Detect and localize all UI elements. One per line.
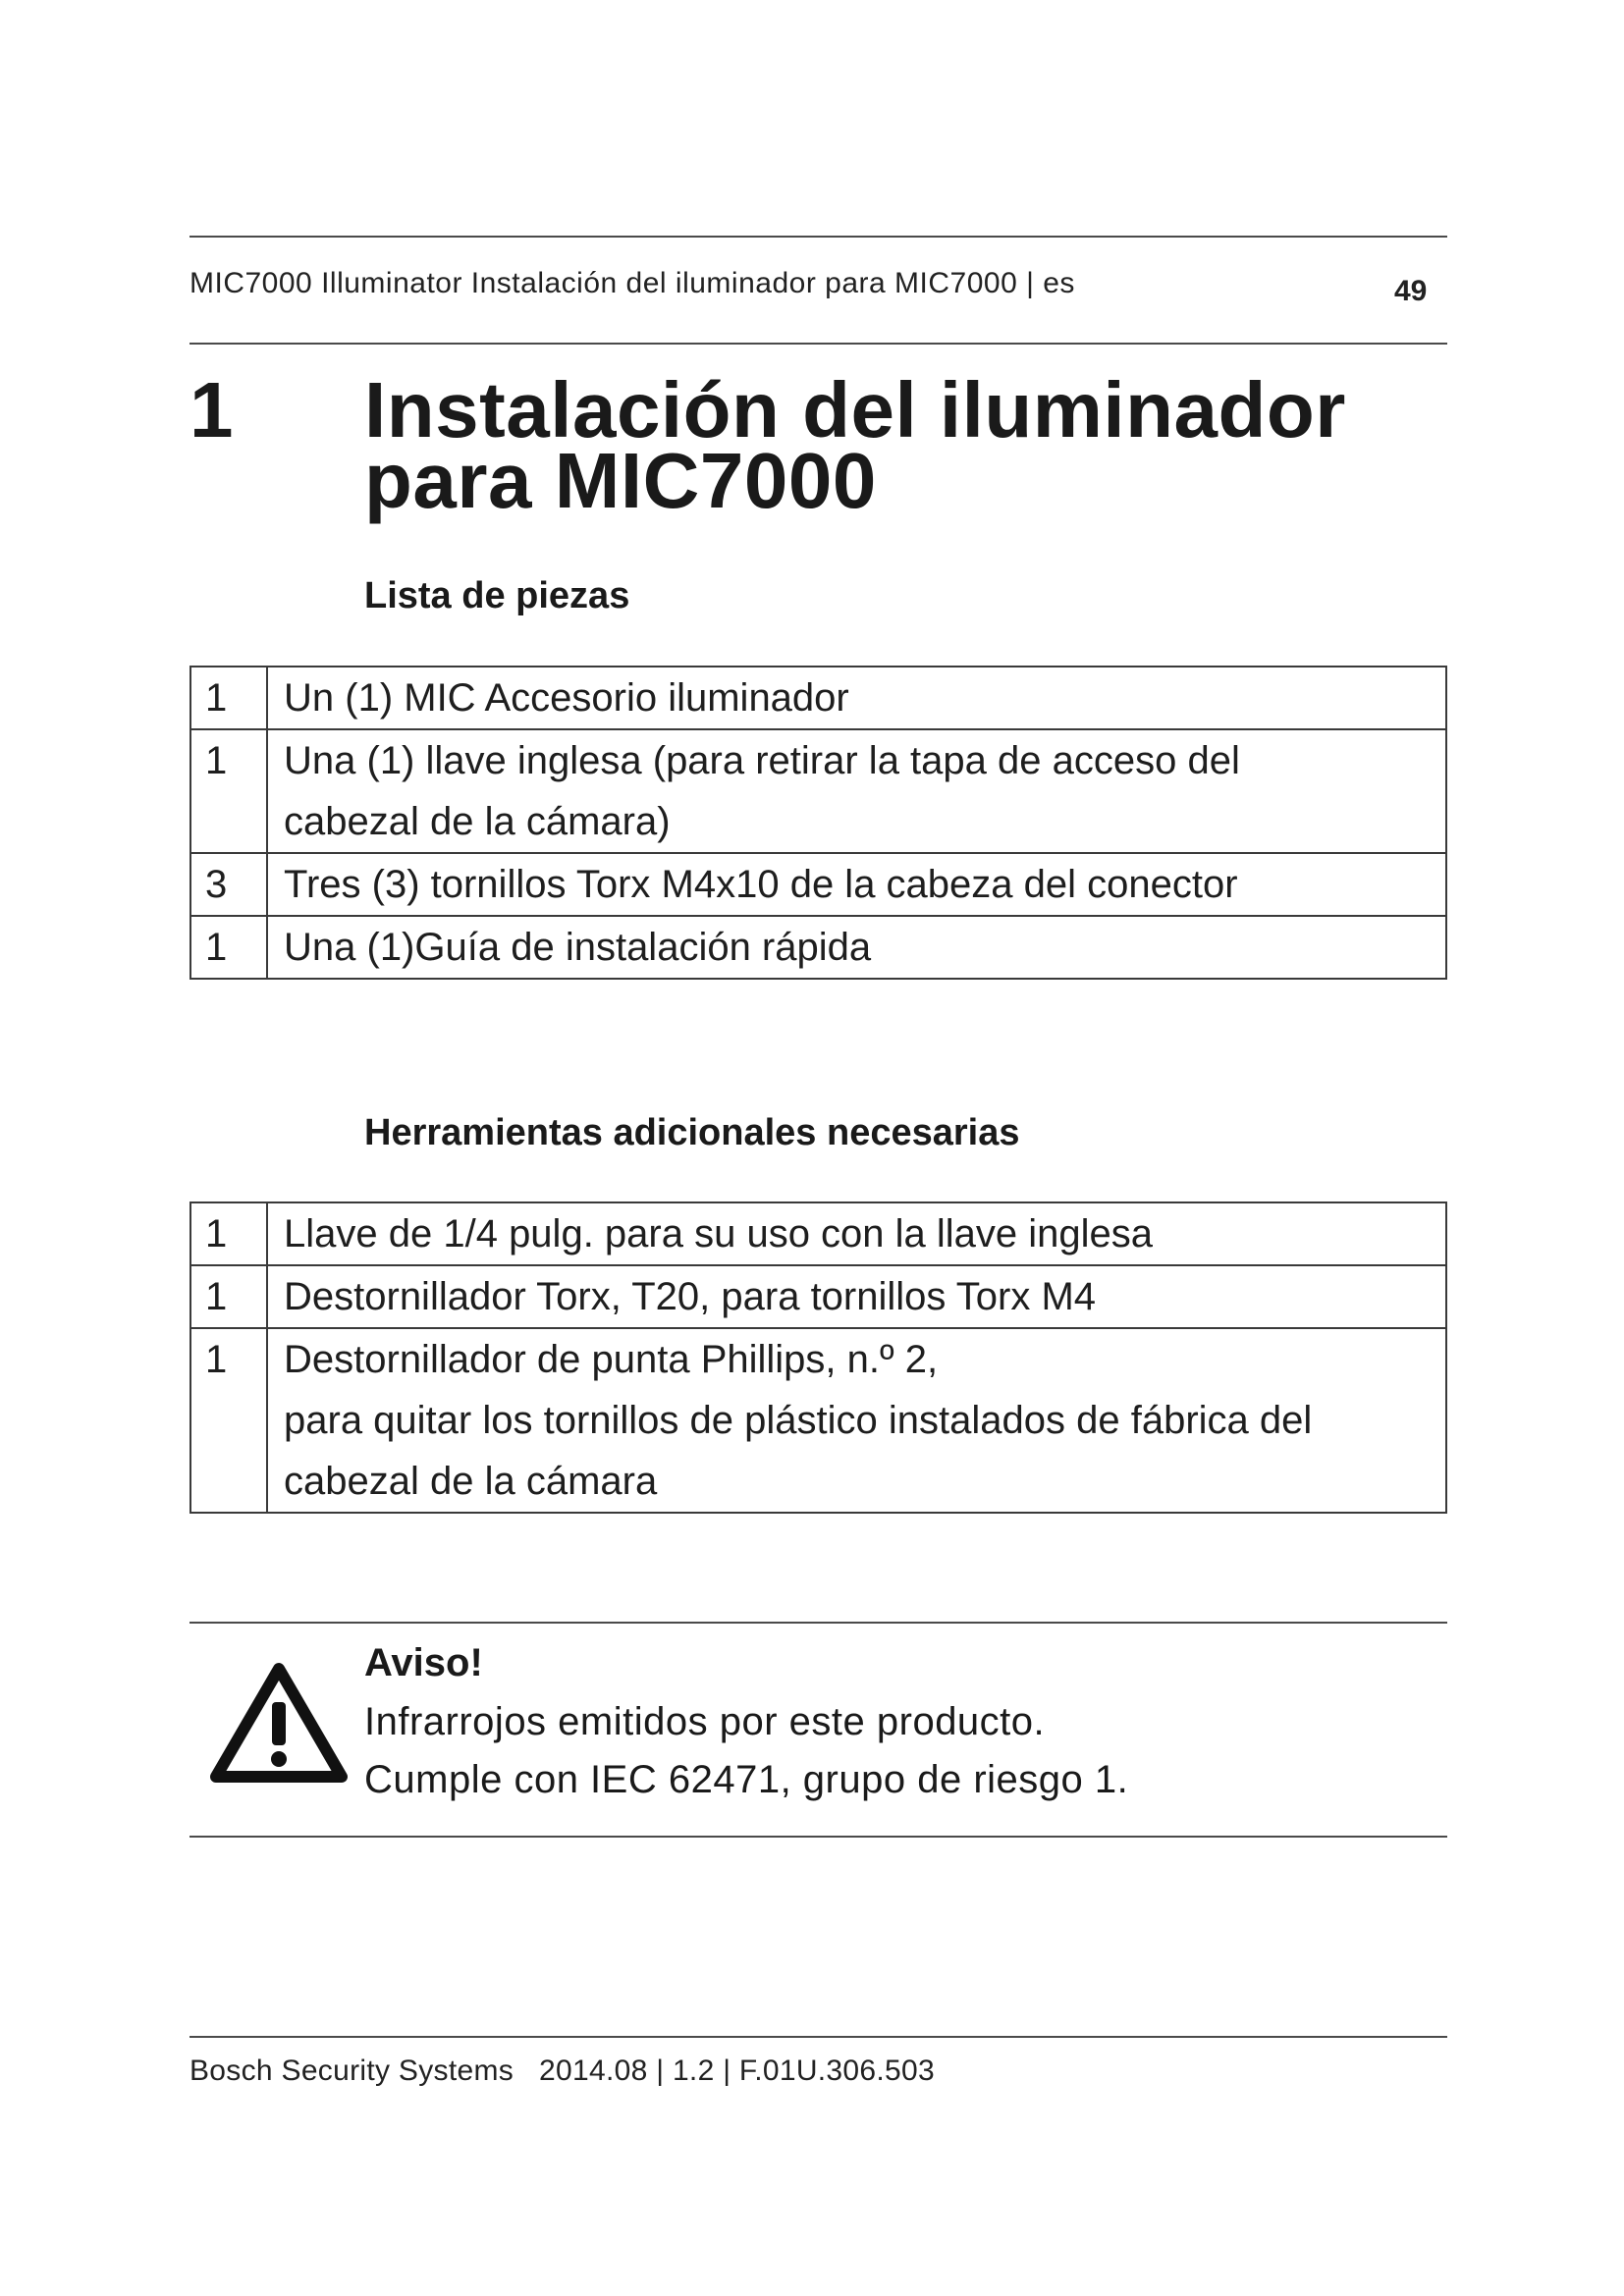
description-cell: [267, 853, 1446, 916]
qty-cell: [190, 1265, 267, 1328]
qty-value: 1: [205, 676, 228, 720]
parts-table: [189, 666, 1447, 980]
chapter-title-line2: para MIC7000: [364, 437, 877, 524]
table-row: [190, 853, 1446, 916]
table-row: [190, 1328, 1446, 1513]
qty-cell: [190, 853, 267, 916]
page-number: 49: [1394, 275, 1428, 307]
description-line: cabezal de la cámara): [284, 800, 671, 843]
table-row: [190, 1202, 1446, 1265]
notice-top-rule: [189, 1622, 1447, 1624]
description-line: Destornillador de punta Phillips, n.º 2,: [284, 1338, 939, 1381]
qty-value: 1: [205, 739, 228, 782]
footer-version: 2014.08 | 1.2 | F.01U.306.503: [539, 2055, 935, 2087]
description-line: para quitar los tornillos de plástico instalados de fábrica del: [284, 1399, 1313, 1442]
description-line: Llave de 1/4 pulg. para su uso con la llave inglesa: [284, 1212, 1154, 1255]
qty-value: 1: [205, 1275, 228, 1318]
parts-list-heading: Lista de piezas: [364, 575, 630, 616]
footer-rule: [189, 2036, 1447, 2038]
qty-cell: [190, 667, 267, 729]
chapter-number: 1: [189, 366, 234, 454]
header-bottom-rule: [189, 343, 1447, 345]
chapter-title-line1: Instalación del iluminador: [364, 366, 1346, 454]
notice-title: Aviso!: [364, 1641, 483, 1684]
qty-value: 1: [205, 926, 228, 969]
description-line: Un (1) MIC Accesorio iluminador: [284, 676, 849, 720]
description-line: Una (1) llave inglesa (para retirar la tapa de acceso del: [284, 739, 1240, 782]
qty-cell: [190, 1328, 267, 1513]
description-cell: [267, 667, 1446, 729]
qty-cell: [190, 729, 267, 853]
description-cell: [267, 1265, 1446, 1328]
description-line: cabezal de la cámara: [284, 1460, 658, 1503]
qty-cell: [190, 1202, 267, 1265]
description-line: Destornillador Torx, T20, para tornillos Torx M4: [284, 1275, 1097, 1318]
footer-company: Bosch Security Systems: [189, 2055, 514, 2087]
running-header: MIC7000 Illuminator Instalación del iluminador para MIC7000 | es: [189, 267, 1075, 299]
tools-list-heading: Herramientas adicionales necesarias: [364, 1112, 1020, 1153]
table-row: [190, 729, 1446, 853]
notice-line-2: Cumple con IEC 62471, grupo de riesgo 1.: [364, 1758, 1129, 1801]
warning-triangle-icon: [208, 1659, 350, 1787]
tools-table: [189, 1201, 1447, 1514]
header-top-rule: [189, 236, 1447, 238]
qty-value: 1: [205, 1212, 228, 1255]
description-cell: [267, 1202, 1446, 1265]
table-row: [190, 916, 1446, 979]
table-row: [190, 667, 1446, 729]
qty-value: 3: [205, 863, 228, 906]
description-line: Una (1)Guía de instalación rápida: [284, 926, 872, 969]
qty-cell: [190, 916, 267, 979]
qty-value: 1: [205, 1338, 228, 1381]
table-row: [190, 1265, 1446, 1328]
chapter-title: [364, 366, 1444, 524]
notice-line-1: Infrarrojos emitidos por este producto.: [364, 1700, 1046, 1743]
description-line: Tres (3) tornillos Torx M4x10 de la cabeza del conector: [284, 863, 1238, 906]
description-cell: [267, 729, 1446, 853]
footer: [189, 2055, 935, 2088]
description-cell: [267, 1328, 1446, 1513]
description-cell: [267, 916, 1446, 979]
notice-bottom-rule: [189, 1836, 1447, 1838]
